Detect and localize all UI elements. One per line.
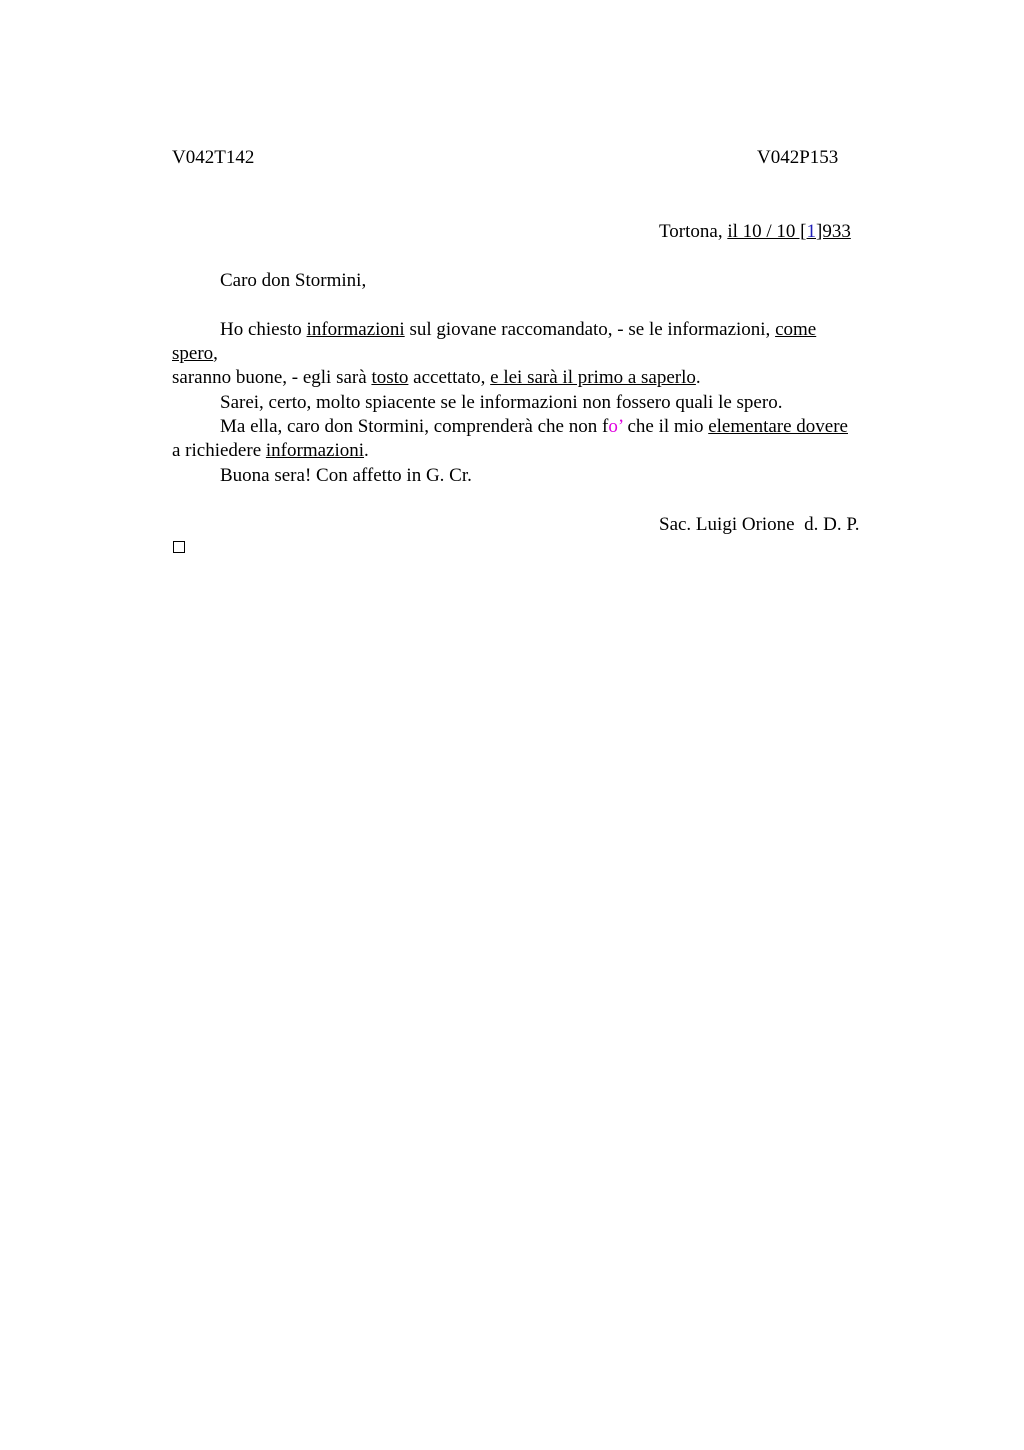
document-code-left: V042T142	[172, 147, 255, 168]
paragraph-1-line-3	[172, 366, 701, 390]
paragraph-2: Sarei, certo, molto spiacente se le informazioni non fossero quali le spero.	[220, 392, 783, 413]
text-run: Ma ella, caro don Stormini, comprenderà che non f	[220, 416, 609, 437]
text-run: ,	[213, 343, 218, 364]
signature: Sac. Luigi Orione d. D. P.	[659, 514, 860, 535]
underlined-text: spero	[172, 343, 214, 364]
dateline-date-digit: 1	[806, 221, 816, 242]
text-run: .	[695, 367, 701, 388]
text-run: accettato,	[408, 367, 491, 388]
underlined-text: come	[775, 319, 817, 340]
paragraph-1-line-1	[220, 318, 816, 342]
underlined-text: informazioni	[306, 319, 405, 340]
dateline-date-suffix: ]933	[816, 221, 851, 242]
dateline-date	[727, 221, 851, 242]
underlined-text: elementare dovere	[708, 416, 848, 437]
editorial-insert: o’	[608, 416, 623, 437]
underlined-text: informazioni	[265, 440, 365, 461]
document-code-right: V042P153	[757, 147, 839, 168]
end-marker-square-icon	[173, 541, 185, 553]
text-run: saranno buone, - egli sarà	[172, 367, 372, 388]
paragraph-3-line-1	[220, 415, 848, 439]
closing: Buona sera! Con affetto in G. Cr.	[220, 465, 472, 486]
text-run: sul giovane raccomandato, - se le informazioni,	[404, 319, 776, 340]
underlined-text: e lei sarà il primo a saperlo	[490, 367, 696, 388]
paragraph-1-line-2	[172, 342, 218, 366]
salutation: Caro don Stormini,	[220, 270, 367, 291]
text-run: .	[364, 440, 369, 461]
text-run: Ho chiesto	[220, 319, 307, 340]
text-run: che il mio	[622, 416, 709, 437]
underlined-text: tosto	[371, 367, 409, 388]
text-run: a richiedere	[172, 440, 266, 461]
dateline-date-prefix: il 10 / 10 [	[727, 221, 807, 242]
dateline	[659, 220, 851, 244]
dateline-place: Tortona,	[659, 221, 728, 242]
paragraph-3-line-2	[172, 439, 369, 463]
